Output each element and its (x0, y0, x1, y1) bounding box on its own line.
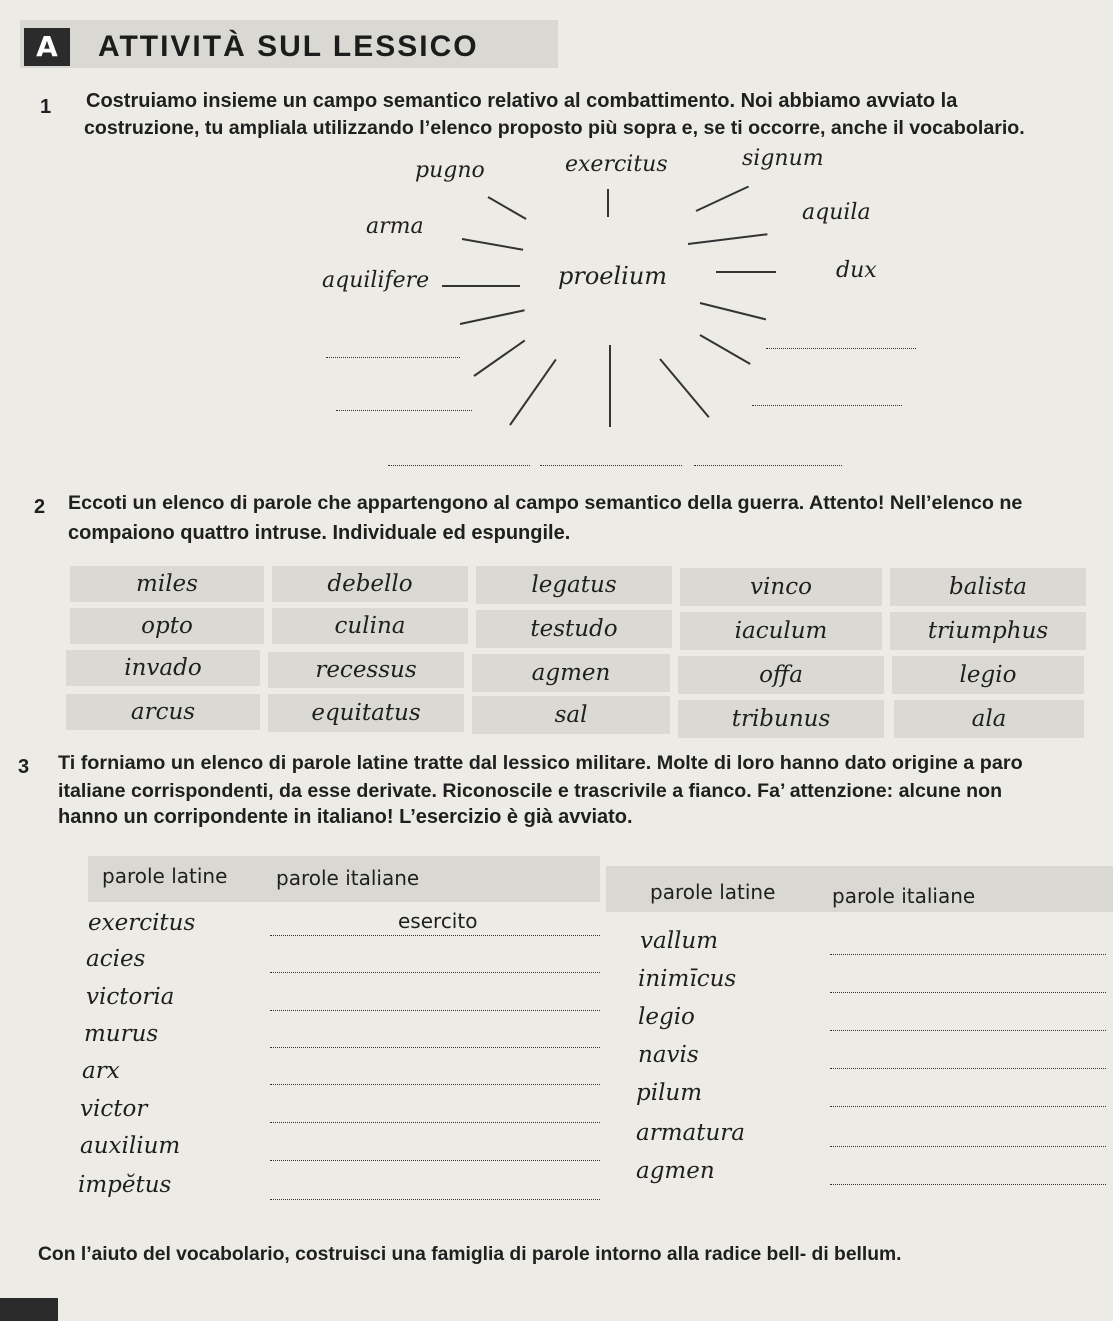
section-title: ATTIVITÀ SUL LESSICO (98, 30, 479, 63)
section-badge: A (24, 28, 70, 66)
grid-word[interactable]: testudo (476, 610, 672, 648)
grid-word[interactable]: miles (70, 566, 264, 602)
header-italian-left: parole italiane (276, 866, 420, 890)
grid-word[interactable]: culina (272, 608, 468, 644)
grid-word[interactable]: triumphus (890, 612, 1086, 650)
answer-line[interactable] (830, 1106, 1106, 1107)
answer-line[interactable] (270, 1010, 600, 1011)
exercise-1-line-1: Costruiamo insieme un campo semantico relativo al combattimento. Noi abbiamo avviato la (86, 90, 958, 112)
answer-line[interactable] (830, 1146, 1106, 1147)
right-column (600, 0, 1113, 1220)
grid-word[interactable]: tribunus (678, 700, 884, 738)
header-italian-right: parole italiane (832, 884, 976, 908)
answer-line[interactable] (270, 1047, 600, 1048)
header-latin-right: parole latine (650, 880, 776, 904)
word-exercitus: exercitus (565, 152, 668, 177)
grid-word[interactable]: offa (678, 656, 884, 694)
word-pugno: pugno (415, 158, 485, 183)
answer-line[interactable] (270, 935, 600, 936)
latin-word: legio (638, 1004, 695, 1030)
grid-word[interactable]: recessus (268, 652, 464, 688)
header-latin-left: parole latine (102, 864, 228, 888)
latin-word: murus (84, 1021, 159, 1047)
word-aquilifere: aquilifere (322, 268, 430, 293)
exercise-1-number: 1 (40, 96, 52, 118)
grid-word[interactable]: balista (890, 568, 1086, 606)
italian-answer: esercito (398, 909, 478, 933)
grid-word[interactable]: agmen (472, 654, 670, 692)
exercise-3-line-2: italiane corrispondenti, da esse derivate. Riconoscile e trascrivile a fianco. Fa’ attenzione: alcune non (58, 780, 1003, 802)
latin-word: exercitus (88, 910, 196, 936)
latin-word: armatura (636, 1120, 745, 1146)
exercise-2-line-1: Eccoti un elenco di parole che appartengono al campo semantico della guerra. Attento! Nell’elenco ne (68, 492, 1023, 514)
latin-word: navis (638, 1042, 699, 1068)
grid-word[interactable]: iaculum (680, 612, 882, 650)
latin-word: victoria (86, 984, 175, 1010)
exercise-1-line-2: costruzione, tu ampliala utilizzando l’elenco proposto più sopra e, se ti occorre, anche il vocabolario. (84, 117, 1025, 139)
answer-line[interactable] (270, 972, 600, 973)
word-signum: signum (742, 146, 824, 171)
grid-word[interactable]: opto (70, 608, 264, 644)
exercise-3-number: 3 (18, 756, 30, 778)
latin-word: inimīcus (638, 966, 737, 992)
word-arma: arma (366, 214, 424, 239)
word-dux: dux (836, 258, 877, 283)
grid-word[interactable]: invado (66, 650, 260, 686)
grid-word[interactable]: equitatus (268, 694, 464, 732)
grid-word[interactable]: vinco (680, 568, 882, 606)
answer-line[interactable] (830, 992, 1106, 993)
grid-word[interactable]: ala (894, 700, 1084, 738)
latin-word: vallum (640, 928, 719, 954)
page-corner-bar (0, 1298, 58, 1321)
answer-line[interactable] (830, 954, 1106, 955)
grid-word[interactable]: legatus (476, 566, 672, 604)
latin-word: impĕtus (78, 1172, 172, 1198)
answer-line[interactable] (830, 1184, 1106, 1185)
exercise-2-number: 2 (34, 496, 46, 518)
exercise-2-line-2: compaiono quattro intruse. Individuale ed espungile. (68, 522, 571, 544)
latin-word: victor (80, 1096, 148, 1122)
exercise-4-text: Con l’aiuto del vocabolario, costruisci una famiglia di parole intorno alla radice bell- di bellum. (38, 1244, 902, 1265)
latin-word: agmen (636, 1158, 715, 1184)
grid-word[interactable]: arcus (66, 694, 260, 730)
grid-word[interactable]: sal (472, 696, 670, 734)
grid-word[interactable]: debello (272, 566, 468, 602)
word-aquila: aquila (802, 200, 871, 225)
answer-line[interactable] (270, 1199, 600, 1200)
answer-line[interactable] (270, 1084, 600, 1085)
latin-word: auxilium (80, 1133, 181, 1159)
exercise-3-line-1: Ti forniamo un elenco di parole latine tratte dal lessico militare. Molte di loro hanno dato origine a paro (58, 752, 1023, 774)
latin-word: arx (82, 1058, 120, 1084)
center-word-proelium: proelium (558, 262, 668, 290)
latin-word: pilum (636, 1080, 703, 1106)
answer-line[interactable] (830, 1030, 1106, 1031)
exercise-3-line-3: hanno un corripondente in italiano! L’esercizio è già avviato. (58, 806, 633, 828)
grid-word[interactable]: legio (892, 656, 1084, 694)
answer-line[interactable] (270, 1160, 600, 1161)
latin-word: acies (86, 946, 146, 972)
answer-line[interactable] (270, 1122, 600, 1123)
answer-line[interactable] (830, 1068, 1106, 1069)
